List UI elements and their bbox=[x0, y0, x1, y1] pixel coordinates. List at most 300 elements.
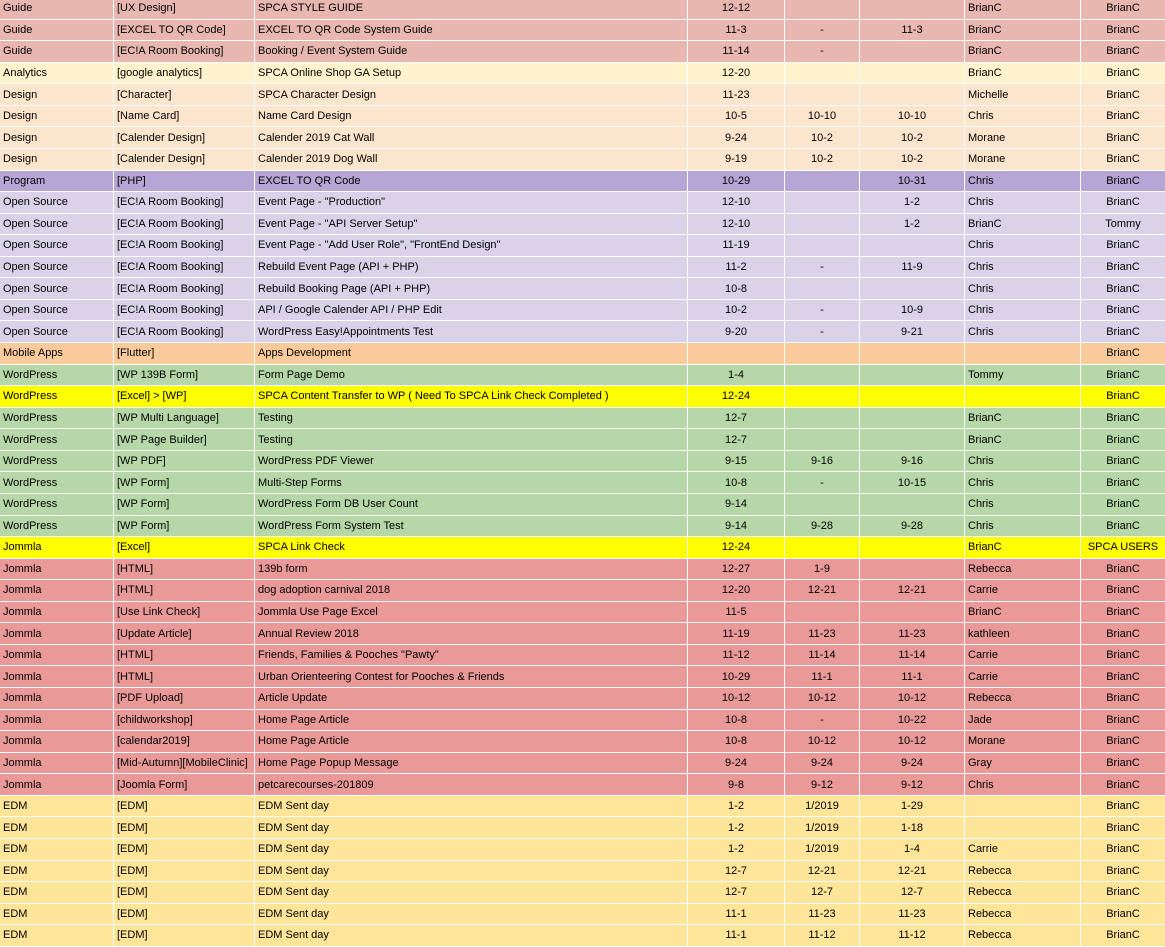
cell-category[interactable]: Open Source bbox=[0, 257, 114, 278]
cell-owner[interactable]: Chris bbox=[965, 257, 1081, 278]
cell-done-date[interactable] bbox=[860, 408, 965, 429]
cell-done-date[interactable]: 9-24 bbox=[860, 753, 965, 774]
cell-owner[interactable]: Carrie bbox=[965, 645, 1081, 666]
cell-category[interactable]: EDM bbox=[0, 839, 114, 860]
cell-done-date[interactable]: 11-12 bbox=[860, 925, 965, 946]
cell-task[interactable]: EDM Sent day bbox=[255, 861, 688, 882]
cell-start-date[interactable]: 12-24 bbox=[688, 386, 785, 407]
cell-task[interactable]: Annual Review 2018 bbox=[255, 623, 688, 644]
cell-reviewer[interactable]: BrianC bbox=[1106, 907, 1140, 920]
cell-owner[interactable]: Chris bbox=[965, 472, 1081, 493]
cell-category[interactable]: EDM bbox=[0, 796, 114, 817]
cell-reviewer[interactable]: BrianC bbox=[1106, 368, 1140, 381]
cell-tag[interactable]: [PHP] bbox=[114, 171, 255, 192]
cell-start-date[interactable]: 9-20 bbox=[688, 321, 785, 342]
cell-reviewer[interactable]: BrianC bbox=[1106, 153, 1140, 166]
cell-task[interactable]: WordPress PDF Viewer bbox=[255, 451, 688, 472]
cell-tag[interactable]: [WP 139B Form] bbox=[114, 365, 255, 386]
cell-draft-date[interactable]: 10-2 bbox=[785, 149, 860, 170]
cell-tag[interactable]: [childworkshop] bbox=[114, 710, 255, 731]
cell-owner[interactable]: BrianC bbox=[965, 408, 1081, 429]
cell-draft-date[interactable]: 11-12 bbox=[785, 925, 860, 946]
cell-task[interactable]: Testing bbox=[255, 429, 688, 450]
cell-done-date[interactable]: 10-22 bbox=[860, 710, 965, 731]
cell-owner[interactable]: Chris bbox=[965, 278, 1081, 299]
cell-reviewer[interactable]: BrianC bbox=[1106, 304, 1140, 317]
cell-reviewer[interactable]: BrianC bbox=[1106, 174, 1140, 187]
cell-tag[interactable]: [WP Form] bbox=[114, 516, 255, 537]
cell-tag[interactable]: [WP Form] bbox=[114, 472, 255, 493]
cell-reviewer[interactable]: BrianC bbox=[1106, 821, 1140, 834]
cell-draft-date[interactable]: 11-23 bbox=[785, 623, 860, 644]
cell-task[interactable]: Testing bbox=[255, 408, 688, 429]
cell-owner[interactable]: BrianC bbox=[965, 214, 1081, 235]
cell-task[interactable]: Apps Development bbox=[255, 343, 688, 364]
cell-reviewer[interactable]: BrianC bbox=[1106, 110, 1140, 123]
cell-task[interactable]: SPCA STYLE GUIDE bbox=[255, 0, 688, 19]
cell-task[interactable]: petcarecourses-201809 bbox=[255, 774, 688, 795]
cell-task[interactable]: Friends, Families & Pooches "Pawty" bbox=[255, 645, 688, 666]
cell-task[interactable]: Rebuild Event Page (API + PHP) bbox=[255, 257, 688, 278]
cell-draft-date[interactable] bbox=[785, 63, 860, 84]
cell-category[interactable]: Jommla bbox=[0, 602, 114, 623]
cell-reviewer[interactable]: BrianC bbox=[1106, 498, 1140, 511]
cell-reviewer[interactable]: BrianC bbox=[1106, 692, 1140, 705]
cell-task[interactable]: Multi-Step Forms bbox=[255, 472, 688, 493]
cell-category[interactable]: EDM bbox=[0, 817, 114, 838]
cell-tag[interactable]: [HTML] bbox=[114, 645, 255, 666]
cell-category[interactable]: WordPress bbox=[0, 472, 114, 493]
cell-category[interactable]: Open Source bbox=[0, 278, 114, 299]
cell-task[interactable]: SPCA Link Check bbox=[255, 537, 688, 558]
cell-task[interactable]: SPCA Online Shop GA Setup bbox=[255, 63, 688, 84]
cell-reviewer[interactable]: BrianC bbox=[1106, 886, 1140, 899]
cell-draft-date[interactable] bbox=[785, 278, 860, 299]
cell-done-date[interactable]: 11-23 bbox=[860, 623, 965, 644]
cell-tag[interactable]: [EC!A Room Booking] bbox=[114, 300, 255, 321]
cell-owner[interactable]: BrianC bbox=[965, 41, 1081, 62]
cell-start-date[interactable]: 12-20 bbox=[688, 63, 785, 84]
cell-start-date[interactable]: 9-19 bbox=[688, 149, 785, 170]
cell-category[interactable]: Jommla bbox=[0, 537, 114, 558]
cell-draft-date[interactable]: 11-1 bbox=[785, 666, 860, 687]
cell-tag[interactable]: [Excel] > [WP] bbox=[114, 386, 255, 407]
cell-owner[interactable] bbox=[965, 817, 1081, 838]
cell-done-date[interactable] bbox=[860, 63, 965, 84]
cell-reviewer[interactable]: SPCA USERS bbox=[1087, 541, 1159, 554]
cell-done-date[interactable]: 9-28 bbox=[860, 516, 965, 537]
cell-done-date[interactable]: 10-2 bbox=[860, 149, 965, 170]
cell-reviewer[interactable]: Tommy bbox=[1105, 217, 1141, 230]
cell-owner[interactable]: Morane bbox=[965, 731, 1081, 752]
cell-draft-date[interactable] bbox=[785, 494, 860, 515]
cell-draft-date[interactable]: - bbox=[785, 321, 860, 342]
cell-start-date[interactable]: 10-29 bbox=[688, 666, 785, 687]
cell-reviewer[interactable]: BrianC bbox=[1106, 735, 1140, 748]
cell-start-date[interactable]: 10-8 bbox=[688, 710, 785, 731]
cell-start-date[interactable]: 9-15 bbox=[688, 451, 785, 472]
cell-done-date[interactable]: 10-9 bbox=[860, 300, 965, 321]
cell-task[interactable]: EDM Sent day bbox=[255, 925, 688, 946]
cell-task[interactable]: Calender 2019 Cat Wall bbox=[255, 127, 688, 148]
cell-reviewer[interactable]: BrianC bbox=[1106, 584, 1140, 597]
cell-tag[interactable]: [EDM] bbox=[114, 817, 255, 838]
cell-start-date[interactable]: 11-19 bbox=[688, 235, 785, 256]
cell-draft-date[interactable]: 11-14 bbox=[785, 645, 860, 666]
cell-done-date[interactable]: 1-29 bbox=[860, 796, 965, 817]
cell-owner[interactable]: BrianC bbox=[965, 0, 1081, 19]
cell-reviewer[interactable]: BrianC bbox=[1106, 476, 1140, 489]
cell-draft-date[interactable]: - bbox=[785, 257, 860, 278]
cell-start-date[interactable]: 11-12 bbox=[688, 645, 785, 666]
cell-draft-date[interactable]: - bbox=[785, 20, 860, 41]
cell-category[interactable]: Jommla bbox=[0, 559, 114, 580]
cell-category[interactable]: WordPress bbox=[0, 408, 114, 429]
cell-done-date[interactable] bbox=[860, 386, 965, 407]
cell-draft-date[interactable]: 1/2019 bbox=[785, 817, 860, 838]
cell-reviewer[interactable]: BrianC bbox=[1106, 66, 1140, 79]
cell-owner[interactable]: Chris bbox=[965, 451, 1081, 472]
cell-task[interactable]: Jommla Use Page Excel bbox=[255, 602, 688, 623]
cell-tag[interactable]: [PDF Upload] bbox=[114, 688, 255, 709]
cell-tag[interactable]: [EC!A Room Booking] bbox=[114, 235, 255, 256]
cell-owner[interactable]: Chris bbox=[965, 321, 1081, 342]
cell-draft-date[interactable]: 10-10 bbox=[785, 106, 860, 127]
cell-task[interactable]: EDM Sent day bbox=[255, 882, 688, 903]
cell-owner[interactable]: BrianC bbox=[965, 63, 1081, 84]
cell-owner[interactable]: Morane bbox=[965, 149, 1081, 170]
cell-owner[interactable] bbox=[965, 343, 1081, 364]
cell-category[interactable]: Open Source bbox=[0, 235, 114, 256]
cell-task[interactable]: EXCEL TO QR Code bbox=[255, 171, 688, 192]
cell-category[interactable]: WordPress bbox=[0, 429, 114, 450]
cell-category[interactable]: Jommla bbox=[0, 645, 114, 666]
cell-reviewer[interactable]: BrianC bbox=[1106, 929, 1140, 942]
cell-done-date[interactable] bbox=[860, 365, 965, 386]
cell-owner[interactable]: Chris bbox=[965, 235, 1081, 256]
cell-draft-date[interactable]: - bbox=[785, 710, 860, 731]
cell-draft-date[interactable]: 9-16 bbox=[785, 451, 860, 472]
cell-reviewer[interactable]: BrianC bbox=[1106, 649, 1140, 662]
cell-draft-date[interactable] bbox=[785, 214, 860, 235]
cell-done-date[interactable]: 9-21 bbox=[860, 321, 965, 342]
cell-done-date[interactable] bbox=[860, 0, 965, 19]
cell-tag[interactable]: [Mid-Autumn][MobileClinic] bbox=[114, 753, 255, 774]
cell-category[interactable]: EDM bbox=[0, 861, 114, 882]
cell-start-date[interactable] bbox=[688, 343, 785, 364]
cell-draft-date[interactable]: 9-24 bbox=[785, 753, 860, 774]
cell-draft-date[interactable]: 11-23 bbox=[785, 904, 860, 925]
cell-category[interactable]: Jommla bbox=[0, 774, 114, 795]
cell-draft-date[interactable]: - bbox=[785, 300, 860, 321]
cell-draft-date[interactable]: 10-12 bbox=[785, 688, 860, 709]
cell-reviewer[interactable]: BrianC bbox=[1106, 196, 1140, 209]
cell-category[interactable]: Mobile Apps bbox=[0, 343, 114, 364]
cell-draft-date[interactable] bbox=[785, 386, 860, 407]
cell-owner[interactable]: Rebecca bbox=[965, 925, 1081, 946]
cell-tag[interactable]: [Flutter] bbox=[114, 343, 255, 364]
cell-start-date[interactable]: 1-2 bbox=[688, 817, 785, 838]
cell-tag[interactable]: [Excel] bbox=[114, 537, 255, 558]
cell-draft-date[interactable] bbox=[785, 537, 860, 558]
cell-reviewer[interactable]: BrianC bbox=[1106, 864, 1140, 877]
cell-owner[interactable]: Rebecca bbox=[965, 688, 1081, 709]
cell-done-date[interactable] bbox=[860, 559, 965, 580]
cell-task[interactable]: EDM Sent day bbox=[255, 904, 688, 925]
cell-task[interactable]: Home Page Popup Message bbox=[255, 753, 688, 774]
cell-task[interactable]: 139b form bbox=[255, 559, 688, 580]
cell-start-date[interactable]: 12-12 bbox=[688, 0, 785, 19]
cell-done-date[interactable]: 11-14 bbox=[860, 645, 965, 666]
cell-done-date[interactable]: 11-9 bbox=[860, 257, 965, 278]
cell-category[interactable]: EDM bbox=[0, 882, 114, 903]
cell-reviewer[interactable]: BrianC bbox=[1106, 239, 1140, 252]
cell-task[interactable]: Home Page Article bbox=[255, 731, 688, 752]
cell-done-date[interactable]: 11-23 bbox=[860, 904, 965, 925]
cell-done-date[interactable] bbox=[860, 494, 965, 515]
cell-owner[interactable]: Rebecca bbox=[965, 904, 1081, 925]
cell-category[interactable]: Jommla bbox=[0, 580, 114, 601]
cell-reviewer[interactable]: BrianC bbox=[1106, 756, 1140, 769]
cell-done-date[interactable]: 1-2 bbox=[860, 192, 965, 213]
cell-category[interactable]: WordPress bbox=[0, 516, 114, 537]
cell-draft-date[interactable]: 12-21 bbox=[785, 580, 860, 601]
cell-draft-date[interactable] bbox=[785, 343, 860, 364]
cell-owner[interactable]: BrianC bbox=[965, 537, 1081, 558]
cell-start-date[interactable]: 10-8 bbox=[688, 472, 785, 493]
cell-draft-date[interactable]: 9-12 bbox=[785, 774, 860, 795]
cell-tag[interactable]: [EDM] bbox=[114, 925, 255, 946]
cell-start-date[interactable]: 10-8 bbox=[688, 278, 785, 299]
cell-owner[interactable]: BrianC bbox=[965, 602, 1081, 623]
cell-tag[interactable]: [EDM] bbox=[114, 796, 255, 817]
cell-done-date[interactable]: 12-7 bbox=[860, 882, 965, 903]
cell-category[interactable]: Jommla bbox=[0, 623, 114, 644]
cell-done-date[interactable] bbox=[860, 41, 965, 62]
cell-draft-date[interactable]: 12-7 bbox=[785, 882, 860, 903]
cell-tag[interactable]: [WP Form] bbox=[114, 494, 255, 515]
cell-task[interactable]: SPCA Character Design bbox=[255, 84, 688, 105]
cell-owner[interactable]: Chris bbox=[965, 106, 1081, 127]
cell-start-date[interactable]: 11-2 bbox=[688, 257, 785, 278]
cell-reviewer[interactable]: BrianC bbox=[1106, 45, 1140, 58]
cell-owner[interactable]: Rebecca bbox=[965, 559, 1081, 580]
cell-done-date[interactable] bbox=[860, 84, 965, 105]
cell-task[interactable]: Rebuild Booking Page (API + PHP) bbox=[255, 278, 688, 299]
cell-done-date[interactable]: 9-16 bbox=[860, 451, 965, 472]
cell-reviewer[interactable]: BrianC bbox=[1106, 433, 1140, 446]
cell-task[interactable]: Urban Orienteering Contest for Pooches & Friends bbox=[255, 666, 688, 687]
cell-owner[interactable]: Morane bbox=[965, 127, 1081, 148]
cell-tag[interactable]: [UX Design] bbox=[114, 0, 255, 19]
cell-category[interactable]: Open Source bbox=[0, 192, 114, 213]
cell-task[interactable]: WordPress Form System Test bbox=[255, 516, 688, 537]
cell-tag[interactable]: [EDM] bbox=[114, 904, 255, 925]
cell-category[interactable]: Jommla bbox=[0, 666, 114, 687]
cell-task[interactable]: Form Page Demo bbox=[255, 365, 688, 386]
cell-done-date[interactable]: 11-1 bbox=[860, 666, 965, 687]
cell-reviewer[interactable]: BrianC bbox=[1106, 390, 1140, 403]
cell-start-date[interactable]: 12-7 bbox=[688, 861, 785, 882]
cell-owner[interactable]: Chris bbox=[965, 192, 1081, 213]
cell-start-date[interactable]: 12-7 bbox=[688, 408, 785, 429]
cell-category[interactable]: Jommla bbox=[0, 753, 114, 774]
cell-draft-date[interactable]: 1-9 bbox=[785, 559, 860, 580]
cell-start-date[interactable]: 10-2 bbox=[688, 300, 785, 321]
cell-start-date[interactable]: 12-10 bbox=[688, 214, 785, 235]
cell-tag[interactable]: [Character] bbox=[114, 84, 255, 105]
cell-start-date[interactable]: 9-14 bbox=[688, 494, 785, 515]
cell-done-date[interactable]: 1-2 bbox=[860, 214, 965, 235]
cell-draft-date[interactable] bbox=[785, 365, 860, 386]
cell-reviewer[interactable]: BrianC bbox=[1106, 778, 1140, 791]
cell-reviewer[interactable]: BrianC bbox=[1106, 455, 1140, 468]
cell-category[interactable]: Design bbox=[0, 106, 114, 127]
cell-start-date[interactable]: 10-5 bbox=[688, 106, 785, 127]
cell-start-date[interactable]: 10-12 bbox=[688, 688, 785, 709]
cell-category[interactable]: Program bbox=[0, 171, 114, 192]
cell-start-date[interactable]: 10-8 bbox=[688, 731, 785, 752]
cell-tag[interactable]: [EDM] bbox=[114, 882, 255, 903]
cell-done-date[interactable]: 10-2 bbox=[860, 127, 965, 148]
cell-done-date[interactable]: 1-4 bbox=[860, 839, 965, 860]
cell-category[interactable]: Open Source bbox=[0, 214, 114, 235]
cell-tag[interactable]: [EC!A Room Booking] bbox=[114, 278, 255, 299]
cell-task[interactable]: Event Page - "Add User Role", "FrontEnd Design" bbox=[255, 235, 688, 256]
cell-draft-date[interactable] bbox=[785, 235, 860, 256]
cell-draft-date[interactable]: - bbox=[785, 472, 860, 493]
cell-draft-date[interactable] bbox=[785, 192, 860, 213]
cell-start-date[interactable]: 1-4 bbox=[688, 365, 785, 386]
cell-task[interactable]: WordPress Easy!Appointments Test bbox=[255, 321, 688, 342]
cell-draft-date[interactable] bbox=[785, 84, 860, 105]
cell-category[interactable]: Open Source bbox=[0, 321, 114, 342]
cell-task[interactable]: dog adoption carnival 2018 bbox=[255, 580, 688, 601]
cell-owner[interactable]: Rebecca bbox=[965, 861, 1081, 882]
cell-start-date[interactable]: 11-1 bbox=[688, 925, 785, 946]
cell-category[interactable]: WordPress bbox=[0, 365, 114, 386]
cell-category[interactable]: WordPress bbox=[0, 386, 114, 407]
cell-tag[interactable]: [EDM] bbox=[114, 839, 255, 860]
cell-reviewer[interactable]: BrianC bbox=[1106, 347, 1140, 360]
cell-done-date[interactable] bbox=[860, 343, 965, 364]
cell-tag[interactable]: [EC!A Room Booking] bbox=[114, 214, 255, 235]
cell-task[interactable]: API / Google Calender API / PHP Edit bbox=[255, 300, 688, 321]
cell-reviewer[interactable]: BrianC bbox=[1106, 88, 1140, 101]
cell-tag[interactable]: [Calender Design] bbox=[114, 149, 255, 170]
cell-reviewer[interactable]: BrianC bbox=[1106, 23, 1140, 36]
cell-tag[interactable]: [EC!A Room Booking] bbox=[114, 257, 255, 278]
cell-tag[interactable]: [HTML] bbox=[114, 559, 255, 580]
cell-task[interactable]: EXCEL TO QR Code System Guide bbox=[255, 20, 688, 41]
cell-done-date[interactable]: 9-12 bbox=[860, 774, 965, 795]
cell-owner[interactable]: Carrie bbox=[965, 839, 1081, 860]
cell-start-date[interactable]: 12-7 bbox=[688, 429, 785, 450]
cell-reviewer[interactable]: BrianC bbox=[1106, 843, 1140, 856]
cell-draft-date[interactable] bbox=[785, 0, 860, 19]
cell-owner[interactable]: Chris bbox=[965, 300, 1081, 321]
cell-start-date[interactable]: 9-14 bbox=[688, 516, 785, 537]
cell-done-date[interactable]: 10-12 bbox=[860, 731, 965, 752]
cell-reviewer[interactable]: BrianC bbox=[1106, 519, 1140, 532]
cell-start-date[interactable]: 9-8 bbox=[688, 774, 785, 795]
cell-tag[interactable]: [EXCEL TO QR Code] bbox=[114, 20, 255, 41]
cell-owner[interactable]: Chris bbox=[965, 774, 1081, 795]
cell-done-date[interactable]: 11-3 bbox=[860, 20, 965, 41]
cell-owner[interactable]: Jade bbox=[965, 710, 1081, 731]
cell-start-date[interactable]: 11-14 bbox=[688, 41, 785, 62]
cell-tag[interactable]: [WP Page Builder] bbox=[114, 429, 255, 450]
cell-tag[interactable]: [Update Article] bbox=[114, 623, 255, 644]
cell-category[interactable]: Jommla bbox=[0, 731, 114, 752]
cell-reviewer[interactable]: BrianC bbox=[1106, 411, 1140, 424]
cell-owner[interactable]: BrianC bbox=[965, 429, 1081, 450]
cell-start-date[interactable]: 11-1 bbox=[688, 904, 785, 925]
cell-start-date[interactable]: 12-20 bbox=[688, 580, 785, 601]
cell-owner[interactable]: BrianC bbox=[965, 20, 1081, 41]
cell-draft-date[interactable]: - bbox=[785, 41, 860, 62]
cell-start-date[interactable]: 1-2 bbox=[688, 796, 785, 817]
cell-owner[interactable]: Gray bbox=[965, 753, 1081, 774]
cell-owner[interactable]: Carrie bbox=[965, 666, 1081, 687]
cell-start-date[interactable]: 12-24 bbox=[688, 537, 785, 558]
cell-category[interactable]: Guide bbox=[0, 41, 114, 62]
cell-draft-date[interactable] bbox=[785, 408, 860, 429]
cell-start-date[interactable]: 11-3 bbox=[688, 20, 785, 41]
cell-draft-date[interactable]: 1/2019 bbox=[785, 796, 860, 817]
cell-owner[interactable] bbox=[965, 386, 1081, 407]
cell-reviewer[interactable]: BrianC bbox=[1106, 131, 1140, 144]
cell-task[interactable]: Booking / Event System Guide bbox=[255, 41, 688, 62]
cell-done-date[interactable]: 12-21 bbox=[860, 861, 965, 882]
cell-draft-date[interactable]: 12-21 bbox=[785, 861, 860, 882]
cell-reviewer[interactable]: BrianC bbox=[1106, 282, 1140, 295]
cell-task[interactable]: EDM Sent day bbox=[255, 796, 688, 817]
cell-draft-date[interactable]: 9-28 bbox=[785, 516, 860, 537]
cell-start-date[interactable]: 11-23 bbox=[688, 84, 785, 105]
cell-tag[interactable]: [Calender Design] bbox=[114, 127, 255, 148]
cell-tag[interactable]: [Name Card] bbox=[114, 106, 255, 127]
cell-task[interactable]: Article Update bbox=[255, 688, 688, 709]
cell-owner[interactable]: Rebecca bbox=[965, 882, 1081, 903]
cell-tag[interactable]: [EC!A Room Booking] bbox=[114, 321, 255, 342]
cell-reviewer[interactable]: BrianC bbox=[1106, 800, 1140, 813]
cell-tag[interactable]: [WP PDF] bbox=[114, 451, 255, 472]
cell-owner[interactable]: kathleen bbox=[965, 623, 1081, 644]
cell-category[interactable]: Open Source bbox=[0, 300, 114, 321]
cell-start-date[interactable]: 12-27 bbox=[688, 559, 785, 580]
cell-task[interactable]: EDM Sent day bbox=[255, 817, 688, 838]
cell-task[interactable]: EDM Sent day bbox=[255, 839, 688, 860]
cell-reviewer[interactable]: BrianC bbox=[1106, 562, 1140, 575]
cell-owner[interactable] bbox=[965, 796, 1081, 817]
cell-category[interactable]: EDM bbox=[0, 925, 114, 946]
cell-draft-date[interactable]: 10-2 bbox=[785, 127, 860, 148]
cell-start-date[interactable]: 12-10 bbox=[688, 192, 785, 213]
cell-start-date[interactable]: 11-5 bbox=[688, 602, 785, 623]
cell-task[interactable]: SPCA Content Transfer to WP ( Need To SPCA Link Check Completed ) bbox=[255, 386, 688, 407]
cell-done-date[interactable]: 1-18 bbox=[860, 817, 965, 838]
cell-draft-date[interactable]: 1/2019 bbox=[785, 839, 860, 860]
cell-task[interactable]: Home Page Article bbox=[255, 710, 688, 731]
cell-start-date[interactable]: 1-2 bbox=[688, 839, 785, 860]
cell-category[interactable]: Analytics bbox=[0, 63, 114, 84]
cell-owner[interactable]: Chris bbox=[965, 171, 1081, 192]
cell-tag[interactable]: [google analytics] bbox=[114, 63, 255, 84]
cell-category[interactable]: Jommla bbox=[0, 710, 114, 731]
cell-category[interactable]: WordPress bbox=[0, 451, 114, 472]
cell-tag[interactable]: [calendar2019] bbox=[114, 731, 255, 752]
